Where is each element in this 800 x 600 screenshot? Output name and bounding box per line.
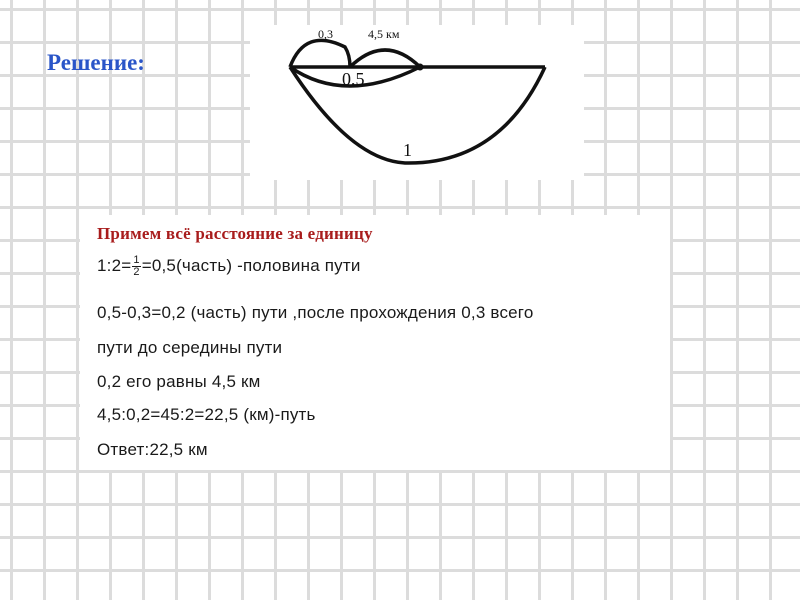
arc-whole [290,67,545,163]
line1-before: 1:2= [97,255,132,275]
label-part-03: 0,3 [318,27,333,41]
solution-answer: Ответ:22,5 км [97,440,208,459]
label-half: 0,5 [342,69,365,89]
solution-line-3: пути до середины пути [97,338,283,357]
fraction-numerator: 1 [133,254,140,266]
line1-after: =0,5(часть) -половина пути [141,255,361,275]
fraction-denominator: 2 [133,266,140,278]
solution-line-2: 0,5-0,3=0,2 (часть) пути ,после прохождения 0,3 всего [97,303,534,322]
distance-diagram [250,25,584,180]
solution-line-1 [97,255,361,278]
solution-title: Примем всё расстояние за единицу [97,224,373,243]
solution-line-5: 4,5:0,2=45:2=22,5 (км)-путь [97,405,316,424]
solution-text [80,215,670,470]
label-part-45km: 4,5 км [368,27,400,41]
fraction-one-half [132,255,140,278]
arc-part-45km [350,50,420,67]
solution-line-4: 0,2 его равны 4,5 км [97,372,261,391]
diagram-svg [250,25,584,180]
solution-heading: Решение: [47,50,145,75]
midpoint-marker [417,64,424,71]
label-whole: 1 [403,140,412,160]
arc-part-03 [290,40,350,67]
